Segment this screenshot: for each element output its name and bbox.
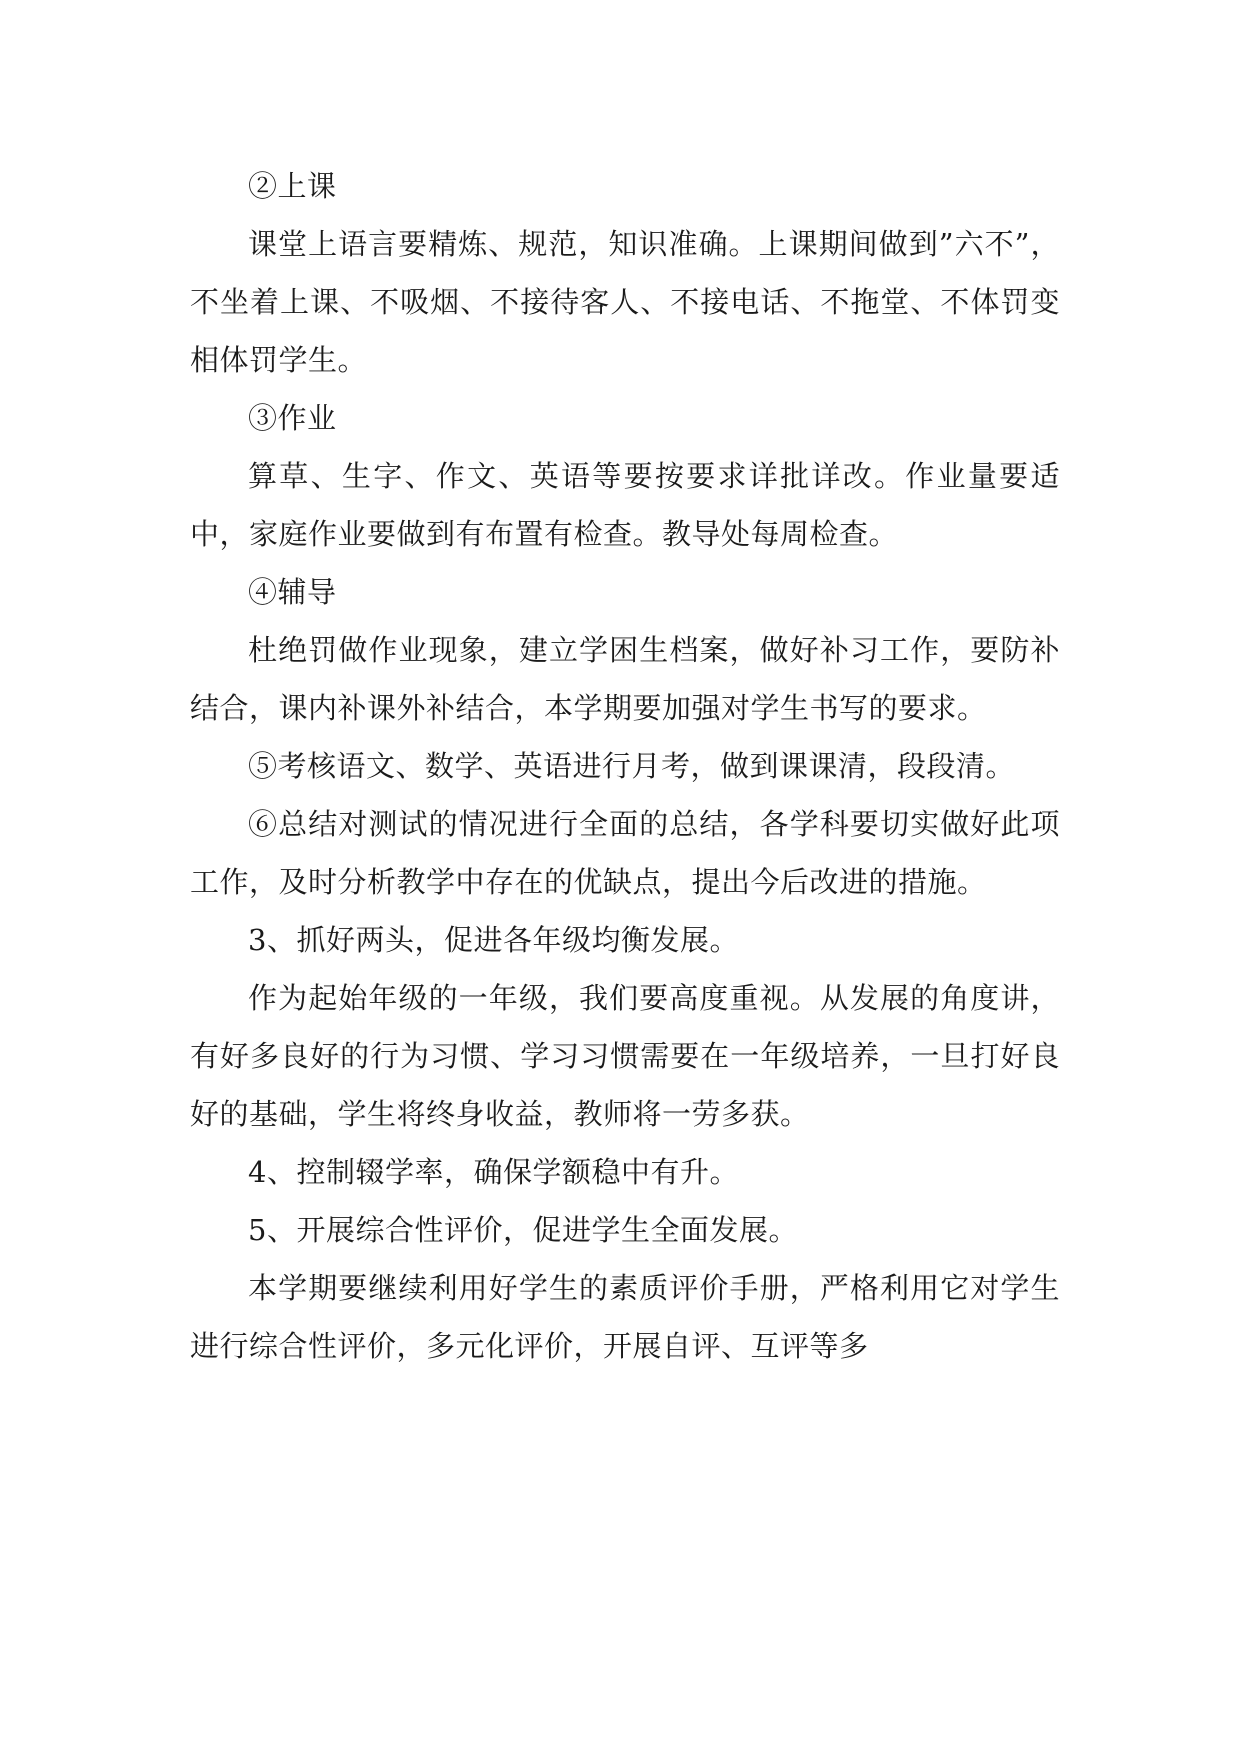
paragraph-tutoring-rules: 杜绝罚做作业现象，建立学困生档案，做好补习工作，要防补结合，课内补课外补结合，本学期要加强对学生书写的要求。 xyxy=(190,633,1060,725)
paragraph-homework-rules: 算草、生字、作文、英语等要按要求详批详改。作业量要适中，家庭作业要做到有布置有检查。教导处每周检查。 xyxy=(190,459,1060,551)
heading-attend-class: ②上课 xyxy=(248,169,337,203)
heading-comprehensive-evaluation: 5、开展综合性评价，促进学生全面发展。 xyxy=(248,1213,798,1247)
heading-homework: ③作业 xyxy=(248,401,337,435)
paragraph-assessment: ⑤考核语文、数学、英语进行月考，做到课课清，段段清。 xyxy=(248,749,1016,783)
paragraph-evaluation-handbook: 本学期要继续利用好学生的素质评价手册，严格利用它对学生进行综合性评价，多元化评价，开展自评、互评等多 xyxy=(190,1271,1060,1363)
document-page xyxy=(190,157,1060,1375)
heading-tutoring: ④辅导 xyxy=(248,575,337,609)
heading-dropout-rate: 4、控制辍学率，确保学额稳中有升。 xyxy=(248,1155,739,1189)
paragraph-class-rules: 课堂上语言要精炼、规范，知识准确。上课期间做到”六不”，不坐着上课、不吸烟、不接待客人、不接电话、不拖堂、不体罚变相体罚学生。 xyxy=(190,227,1060,377)
heading-balanced-development: 3、抓好两头，促进各年级均衡发展。 xyxy=(248,923,739,957)
paragraph-first-grade: 作为起始年级的一年级，我们要高度重视。从发展的角度讲，有好多良好的行为习惯、学习习惯需要在一年级培养，一旦打好良好的基础，学生将终身收益，教师将一劳多获。 xyxy=(190,981,1060,1131)
paragraph-summary: ⑥总结对测试的情况进行全面的总结，各学科要切实做好此项工作，及时分析教学中存在的优缺点，提出今后改进的措施。 xyxy=(190,807,1060,899)
